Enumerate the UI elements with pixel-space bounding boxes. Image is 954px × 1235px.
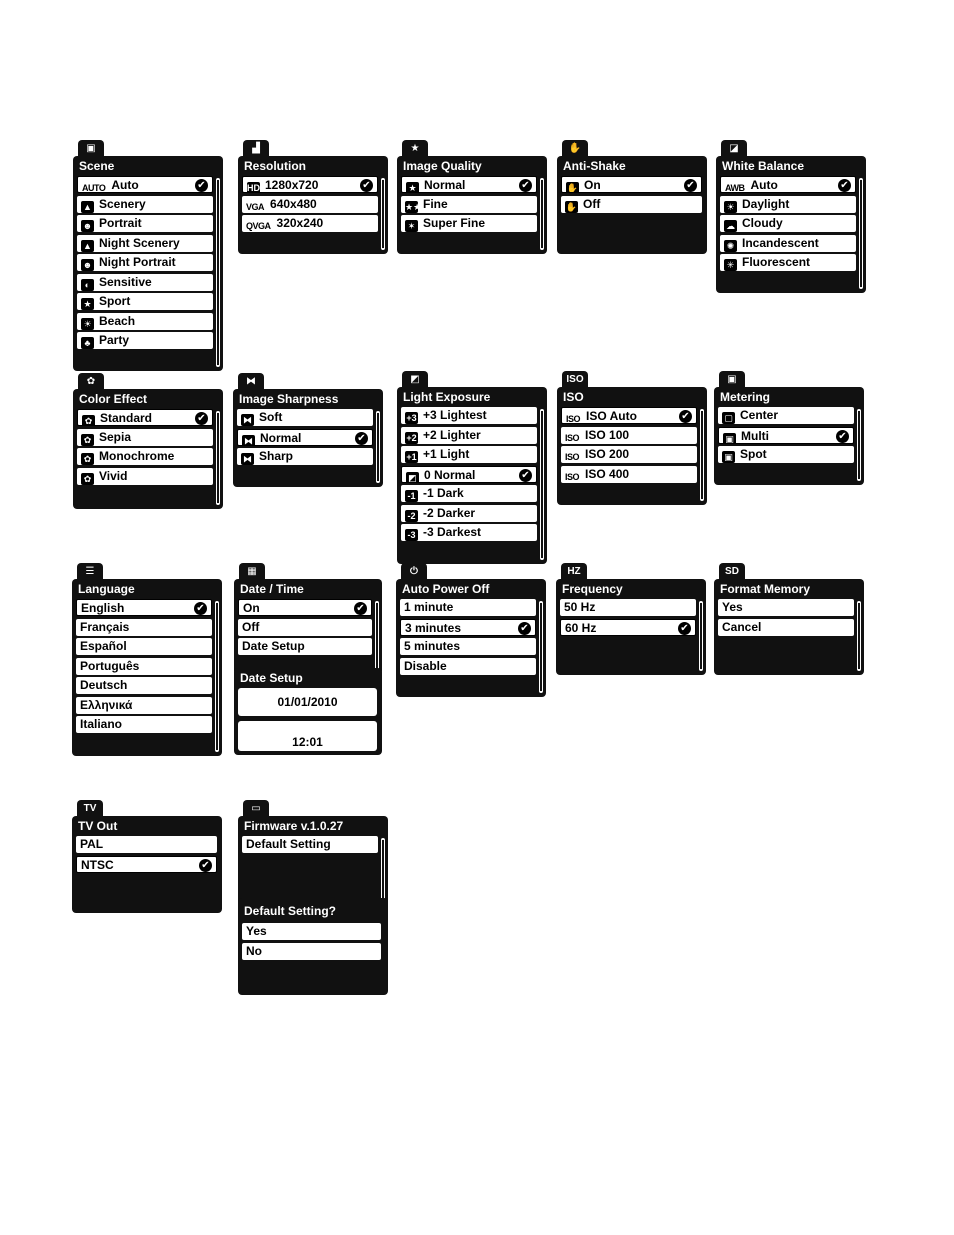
date-time-rows [238, 599, 372, 658]
option-label: Cloudy [742, 216, 783, 230]
option-icon: ⧓ [244, 435, 253, 446]
language-item[interactable] [76, 658, 212, 675]
frequency-box [556, 579, 706, 675]
white-balance-scrollbar[interactable] [859, 178, 863, 289]
format-memory-tab-icon[interactable]: SD [719, 563, 745, 580]
anti-shake-item[interactable] [561, 196, 702, 213]
iso-tab-icon[interactable]: ISO [562, 371, 588, 388]
color-effect-item[interactable] [77, 429, 213, 446]
option-icon: ISO [565, 471, 580, 482]
firmware-rows [242, 836, 378, 856]
tv-out-title: TV Out [78, 819, 118, 833]
option-label: 50 Hz [564, 600, 596, 614]
date-time-title: Date / Time [240, 582, 304, 596]
frequency-tab-icon[interactable]: HZ [561, 563, 587, 580]
color-effect-item[interactable] [77, 468, 213, 485]
light-exposure-item[interactable] [401, 407, 537, 424]
option-icon: ☁ [726, 221, 735, 231]
iso-scrollbar[interactable] [700, 409, 704, 501]
option-label: Date Setup [242, 639, 305, 653]
color-effect-item[interactable] [77, 409, 213, 426]
language-item[interactable] [76, 677, 212, 694]
color-effect-scrollbar[interactable] [216, 411, 220, 505]
option-label: Monochrome [99, 449, 175, 463]
option-label: 3 minutes [405, 620, 462, 635]
option-label: Beach [99, 313, 136, 328]
image-quality-item[interactable] [401, 176, 537, 193]
option-icon: -3 [405, 529, 418, 541]
option-label: Sport [99, 294, 131, 308]
metering-scrollbar[interactable] [857, 409, 861, 481]
tv-out-menu [72, 800, 222, 914]
date-time-item[interactable] [238, 619, 372, 636]
option-label: +3 Lightest [423, 408, 487, 422]
scene-item[interactable] [77, 215, 213, 232]
metering-item[interactable] [718, 427, 854, 444]
metering-box [714, 387, 864, 485]
auto-power-off-item[interactable] [400, 619, 536, 636]
language-item[interactable] [76, 619, 212, 636]
scene-item[interactable] [77, 313, 213, 330]
option-icon: HD [247, 183, 260, 193]
white-balance-menu [716, 140, 866, 294]
checkmark-icon: ✔ [684, 179, 697, 192]
option-label: ISO Auto [586, 409, 637, 423]
frequency-item[interactable] [560, 619, 696, 636]
image-sharpness-menu [233, 373, 383, 488]
option-label: Sharp [259, 449, 294, 463]
checkmark-icon: ✔ [195, 412, 208, 425]
date-setup-title: Date Setup [240, 671, 303, 685]
date-setup-box [234, 668, 382, 755]
date-time-box [234, 579, 382, 675]
light-exposure-item[interactable] [401, 427, 537, 444]
checkmark-icon: ✔ [360, 179, 373, 192]
date-time-tab-icon[interactable]: ▦ [239, 563, 265, 580]
white-balance-item[interactable] [720, 215, 856, 232]
format-memory-scrollbar[interactable] [857, 601, 861, 671]
tv-out-rows [76, 836, 217, 875]
firmware-scrollbar[interactable] [381, 838, 385, 905]
color-effect-tab-icon[interactable]: ✿ [78, 373, 104, 390]
frequency-menu [556, 563, 706, 676]
checkmark-icon: ✔ [678, 622, 691, 635]
option-label: Super Fine [423, 216, 486, 230]
resolution-title: Resolution [244, 159, 306, 173]
option-label: +2 Lighter [423, 427, 481, 442]
tv-out-box [72, 816, 222, 913]
option-label: NTSC [81, 857, 114, 872]
option-icon: ★★ [405, 201, 422, 212]
checkmark-icon: ✔ [518, 622, 531, 635]
language-menu [72, 563, 222, 757]
option-label: ISO 200 [585, 447, 630, 461]
option-label: 1 minute [404, 600, 454, 614]
metering-title: Metering [720, 390, 771, 404]
color-effect-item[interactable] [77, 448, 213, 465]
option-icon: ◐ [81, 279, 94, 291]
anti-shake-item[interactable] [561, 176, 702, 193]
scene-item[interactable] [77, 196, 213, 213]
option-label: 320x240 [276, 216, 324, 230]
firmware-title: Firmware v.1.0.27 [244, 819, 344, 833]
option-label: ISO 100 [585, 427, 630, 442]
light-exposure-item[interactable] [401, 505, 537, 522]
firmware-item[interactable] [242, 836, 378, 853]
auto-power-off-scrollbar[interactable] [539, 601, 543, 693]
iso-item[interactable] [561, 407, 697, 424]
option-icon: QVGA [246, 221, 271, 231]
option-label: Off [583, 196, 601, 211]
option-label: 5 minutes [404, 639, 461, 653]
iso-box [557, 387, 707, 505]
scene-box [73, 156, 223, 371]
option-label: -2 Darker [423, 505, 476, 520]
option-label: 640x480 [270, 196, 317, 211]
option-icon: -1 [405, 490, 418, 502]
scene-item[interactable] [77, 274, 213, 291]
default-setting-no-label: No [246, 943, 262, 958]
image-sharpness-box [233, 389, 383, 487]
anti-shake-menu [557, 140, 707, 255]
scene-title: Scene [79, 159, 115, 173]
language-box [72, 579, 222, 756]
option-icon: +1 [406, 452, 417, 462]
option-icon: ◩ [406, 472, 419, 483]
anti-shake-tab-icon[interactable]: ✋ [562, 140, 588, 157]
image-sharpness-tab-icon[interactable]: ⧓ [238, 373, 264, 390]
option-label: Normal [260, 430, 302, 445]
default-setting-no[interactable] [242, 943, 381, 960]
option-label: Daylight [742, 196, 790, 211]
option-label: On [584, 178, 601, 192]
auto-power-off-tab-icon[interactable]: ⏻ [401, 563, 427, 580]
option-icon: ★ [81, 298, 94, 310]
scene-item[interactable] [77, 176, 213, 193]
date-time-scrollbar[interactable] [375, 601, 379, 671]
option-label: Yes [722, 600, 743, 614]
light-exposure-scrollbar[interactable] [540, 409, 544, 560]
iso-item[interactable] [561, 466, 697, 483]
format-memory-item[interactable] [718, 599, 854, 616]
option-label: Italiano [80, 717, 123, 731]
white-balance-item[interactable] [720, 196, 856, 213]
date-field[interactable]: 01/01/2010 [238, 688, 377, 716]
light-exposure-item[interactable] [401, 524, 537, 541]
light-exposure-menu [397, 371, 547, 565]
option-icon: ▲ [81, 201, 94, 213]
language-item[interactable] [76, 599, 212, 616]
checkmark-icon: ✔ [199, 859, 212, 872]
option-label: Standard [100, 411, 153, 425]
date-time-menu [234, 563, 382, 676]
checkmark-icon: ✔ [679, 410, 692, 423]
option-icon: ✳ [724, 259, 737, 271]
option-label: Spot [740, 447, 767, 461]
format-memory-title: Format Memory [720, 582, 811, 596]
option-label: Español [80, 639, 127, 653]
option-label: Off [242, 619, 260, 634]
checkmark-icon: ✔ [838, 179, 851, 192]
option-label: Night Portrait [99, 255, 176, 269]
checkmark-icon: ✔ [354, 602, 367, 615]
frequency-scrollbar[interactable] [699, 601, 703, 671]
auto-power-off-menu [396, 563, 546, 698]
option-label: Scenery [99, 196, 146, 211]
image-sharpness-item[interactable] [237, 448, 373, 465]
checkmark-icon: ✔ [519, 469, 532, 482]
resolution-item[interactable] [242, 196, 378, 213]
default-setting-yes[interactable] [242, 923, 381, 940]
white-balance-title: White Balance [722, 159, 805, 173]
white-balance-item[interactable] [720, 235, 856, 252]
white-balance-rows [720, 176, 856, 274]
white-balance-item[interactable] [720, 254, 856, 271]
option-label: -1 Dark [423, 486, 464, 500]
anti-shake-box [557, 156, 707, 254]
option-icon: ✋ [565, 201, 578, 212]
language-tab-icon[interactable]: ☰ [77, 563, 103, 580]
firmware-menu [238, 800, 388, 910]
option-icon: ✿ [81, 473, 94, 485]
option-label: Portrait [99, 216, 142, 230]
image-quality-menu [397, 140, 547, 255]
anti-shake-rows [561, 176, 702, 215]
image-quality-tab-icon[interactable]: ★ [402, 140, 428, 157]
scene-item[interactable] [77, 235, 213, 252]
image-sharpness-title: Image Sharpness [239, 392, 339, 406]
option-label: Center [740, 408, 779, 422]
language-title: Language [78, 582, 135, 596]
light-exposure-item[interactable] [401, 446, 537, 463]
metering-item[interactable] [718, 446, 854, 463]
white-balance-item[interactable] [720, 176, 856, 193]
option-label: Night Scenery [99, 235, 180, 250]
option-label: +1 Light [423, 447, 470, 461]
color-effect-menu [73, 373, 223, 510]
image-quality-item[interactable] [401, 215, 537, 232]
auto-power-off-rows [400, 599, 536, 677]
light-exposure-title: Light Exposure [403, 390, 491, 404]
anti-shake-title: Anti-Shake [563, 159, 626, 173]
option-icon: ▣ [722, 451, 735, 463]
image-sharpness-rows [237, 409, 373, 468]
option-icon: ✿ [81, 453, 94, 465]
format-memory-menu [714, 563, 864, 676]
light-exposure-box [397, 387, 547, 564]
option-icon: ★ [406, 182, 419, 193]
option-label: Cancel [722, 619, 762, 634]
resolution-scrollbar[interactable] [381, 178, 385, 250]
image-quality-box [397, 156, 547, 254]
date-setup-panel [234, 668, 382, 755]
light-exposure-rows [401, 407, 537, 544]
option-label: Multi [741, 428, 769, 443]
auto-power-off-item[interactable] [400, 599, 536, 616]
option-icon: ▢ [722, 412, 735, 424]
option-label: Disable [404, 658, 447, 673]
tv-out-item[interactable] [76, 836, 217, 853]
iso-item[interactable] [561, 427, 697, 444]
default-setting-rows [242, 923, 381, 962]
option-icon: ✿ [82, 415, 95, 426]
option-label: Deutsch [80, 678, 128, 692]
scene-item[interactable] [77, 293, 213, 310]
language-rows [76, 599, 212, 736]
image-quality-rows [401, 176, 537, 235]
option-label: Default Setting [246, 837, 331, 851]
option-label: Soft [259, 410, 283, 424]
option-icon: ✶ [405, 220, 418, 232]
image-quality-scrollbar[interactable] [540, 178, 544, 250]
format-memory-box [714, 579, 864, 675]
checkmark-icon: ✔ [836, 430, 849, 443]
metering-item[interactable] [718, 407, 854, 424]
option-icon: ⧓ [243, 415, 252, 425]
scene-rows [77, 176, 213, 352]
color-effect-rows [77, 409, 213, 487]
option-icon: ✋ [566, 183, 579, 193]
resolution-item[interactable] [242, 215, 378, 232]
light-exposure-item[interactable] [401, 485, 537, 502]
resolution-item[interactable] [242, 176, 378, 193]
option-label: Sensitive [99, 274, 152, 289]
default-setting-dialog [238, 898, 388, 995]
metering-tab-icon[interactable]: ▣ [719, 371, 745, 388]
image-sharpness-scrollbar[interactable] [376, 411, 380, 483]
scene-item[interactable] [77, 332, 213, 349]
time-field[interactable]: 12:01 [238, 721, 377, 751]
default-setting-title: Default Setting? [244, 904, 336, 918]
option-icon: ☀ [724, 201, 737, 213]
option-label: Français [80, 619, 130, 634]
language-scrollbar[interactable] [215, 601, 219, 752]
option-icon: +3 [406, 413, 417, 423]
option-label: PAL [80, 837, 104, 851]
image-sharpness-item[interactable] [237, 409, 373, 426]
option-label: Português [80, 658, 140, 673]
option-icon: -2 [405, 510, 418, 522]
option-label: Incandescent [742, 235, 819, 250]
light-exposure-item[interactable] [401, 466, 537, 483]
default-setting-box [238, 898, 388, 995]
scene-tab-icon[interactable]: ▣ [78, 140, 104, 157]
option-icon: ISO [565, 432, 580, 443]
option-label: 0 Normal [424, 467, 476, 482]
color-effect-box [73, 389, 223, 509]
option-label: Sepia [99, 429, 132, 444]
scene-item[interactable] [77, 254, 213, 271]
option-label: Vivid [99, 468, 128, 483]
option-label: English [81, 601, 125, 615]
option-icon: ▣ [723, 433, 736, 444]
default-setting-yes-label: Yes [246, 924, 267, 938]
checkmark-icon: ✔ [195, 179, 208, 192]
option-icon: ♣ [81, 337, 94, 349]
auto-power-off-box [396, 579, 546, 697]
frequency-title: Frequency [562, 582, 623, 596]
image-quality-item[interactable] [401, 196, 537, 213]
auto-power-off-title: Auto Power Off [402, 582, 490, 596]
date-time-item[interactable] [238, 638, 372, 655]
checkmark-icon: ✔ [194, 602, 207, 615]
firmware-tab-icon[interactable]: ▭ [243, 800, 269, 817]
white-balance-box [716, 156, 866, 293]
tv-out-tab-icon[interactable]: TV [77, 800, 103, 817]
tv-out-item[interactable] [76, 856, 217, 873]
frequency-rows [560, 599, 696, 638]
option-icon: ▲ [81, 240, 94, 252]
image-sharpness-item[interactable] [237, 429, 373, 446]
option-label: Auto [750, 178, 778, 192]
language-item[interactable] [76, 716, 212, 733]
scene-menu [73, 140, 223, 372]
format-memory-rows [718, 599, 854, 638]
date-time-item[interactable] [238, 599, 372, 616]
option-icon: ✿ [81, 434, 94, 446]
option-label: 60 Hz [565, 620, 597, 635]
option-icon: VGA [246, 201, 265, 212]
checkmark-icon: ✔ [519, 179, 532, 192]
resolution-rows [242, 176, 378, 235]
auto-power-off-item[interactable] [400, 658, 536, 675]
format-memory-item[interactable] [718, 619, 854, 636]
light-exposure-tab-icon[interactable]: ◩ [402, 371, 428, 388]
auto-power-off-item[interactable] [400, 638, 536, 655]
color-effect-title: Color Effect [79, 392, 148, 406]
metering-rows [718, 407, 854, 466]
metering-menu [714, 371, 864, 486]
option-label: Normal [424, 178, 466, 192]
resolution-tab-icon[interactable]: ▟ [243, 140, 269, 157]
resolution-menu [238, 140, 388, 255]
resolution-box [238, 156, 388, 254]
option-label: ISO 400 [585, 466, 630, 481]
option-label: 1280x720 [265, 178, 319, 192]
option-label: Auto [111, 178, 139, 192]
option-icon: AUTO [82, 183, 106, 193]
option-icon: ISO [565, 452, 580, 462]
language-item[interactable] [76, 697, 212, 714]
option-label: Ελληνικά [80, 697, 133, 712]
iso-title: ISO [563, 390, 584, 404]
iso-item[interactable] [561, 446, 697, 463]
iso-rows [561, 407, 697, 485]
option-label: Fluorescent [742, 255, 811, 269]
language-item[interactable] [76, 638, 212, 655]
image-quality-title: Image Quality [403, 159, 482, 173]
frequency-item[interactable] [560, 599, 696, 616]
checkmark-icon: ✔ [355, 432, 368, 445]
option-icon: +2 [406, 432, 417, 443]
option-label: -3 Darkest [423, 525, 482, 539]
option-icon: ☀ [81, 318, 94, 330]
white-balance-tab-icon[interactable]: ◪ [721, 140, 747, 157]
option-icon: ISO [566, 414, 581, 424]
option-label: On [243, 601, 260, 615]
option-label: Fine [423, 196, 448, 211]
scene-scrollbar[interactable] [216, 178, 220, 367]
option-icon: AWB [725, 183, 745, 193]
firmware-box [238, 816, 388, 909]
option-icon: ☻ [82, 221, 93, 231]
option-label: Party [99, 333, 130, 347]
option-icon: ✺ [724, 240, 737, 252]
option-icon: ⧓ [243, 454, 252, 464]
option-icon: ☻ [82, 260, 93, 270]
iso-menu [557, 371, 707, 506]
